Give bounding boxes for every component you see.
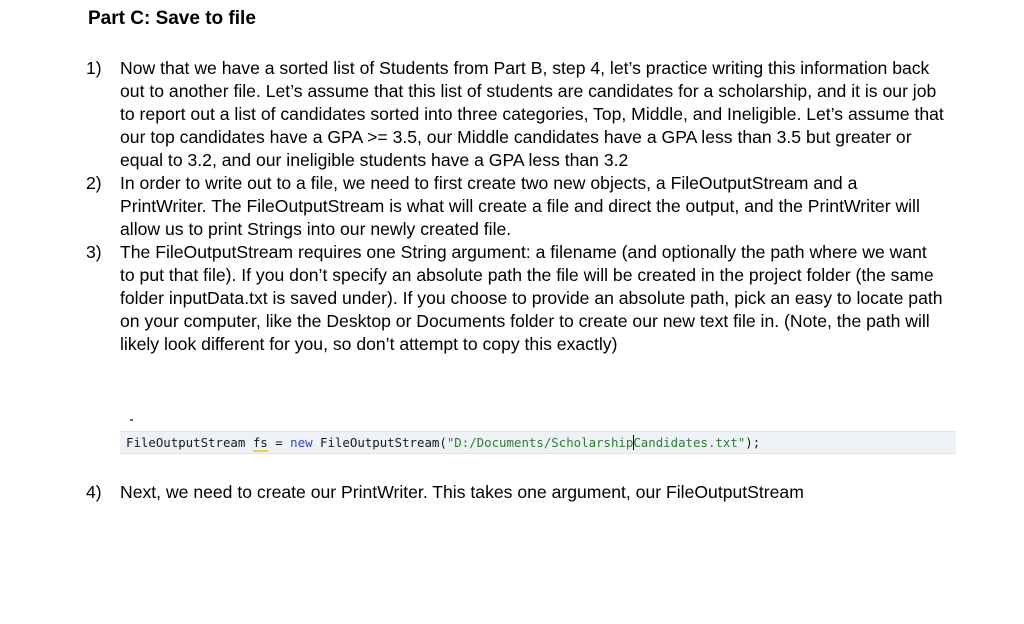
code-constructor: FileOutputStream( [320,435,447,450]
list-item-step-4 [86,481,946,504]
step-number: 3) [86,242,102,262]
instruction-list-continued [86,481,946,504]
step-text: The FileOutputStream requires one String argument: a filename (and optionally the path where we want to put that file). If you don’t specify an absolute path the file will be created in the project folder (the same folder inputData.txt is saved under). If you choose to provide an absolute path, pick an easy to locate path on your computer, like the Desktop or Documents folder to create our new text file in. (Note, the path will likely look different for you, so don’t attempt to copy this exactly) [120,242,943,354]
bullet-marker [130,419,133,421]
code-string-part-1: "D:/Documents/Scholarship [446,435,634,450]
code-end: ); [745,435,761,450]
code-line [126,434,760,451]
step-number: 4) [86,482,102,502]
list-item-step-1 [86,57,946,172]
section-heading: Part C: Save to file [88,8,256,29]
step-text: Next, we need to create our PrintWriter. This takes one argument, our FileOutputStream [120,482,804,502]
step-text: In order to write out to a file, we need to first create two new objects, a FileOutputStream and a PrintWriter. The FileOutputStream is what will create a file and direct the output, and the PrintWriter will allow us to print Strings into our newly created file. [120,173,920,239]
code-keyword-new: new [290,435,313,450]
step-number: 2) [86,173,102,193]
step-text: Now that we have a sorted list of Students from Part B, step 4, let’s practice writing this information back out to another file. Let’s assume that this list of students are candidates for a scholarship, and it is our job to report out a list of candidates sorted into three categories, Top, Middle, and Ineligible. Let’s assume that our top candidates have a GPA >= 3.5, our Middle candidates have a GPA less than 3.5 but greater or equal to 3.2, and our ineligible students have a GPA less than 3.2 [120,58,944,170]
code-type-name: FileOutputStream [126,435,246,450]
step-number: 1) [86,58,102,78]
code-assign-operator: = [275,435,283,450]
list-item-step-3 [86,241,946,356]
list-item-step-2 [86,172,946,241]
instruction-list [86,57,946,356]
code-variable: fs [252,435,268,450]
code-string-part-2: Candidates.txt" [633,435,746,450]
code-snippet [120,431,956,454]
